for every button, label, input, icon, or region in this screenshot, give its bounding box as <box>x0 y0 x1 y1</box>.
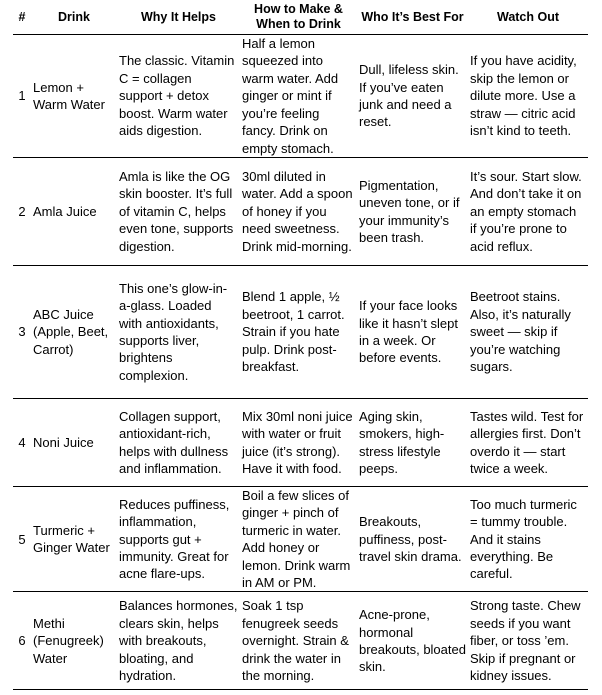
header-who: Who It’s Best For <box>361 9 464 24</box>
why-cell: Collagen support, antioxidant-rich, helps with dullness and inflammation. <box>119 408 229 476</box>
how-cell: Mix 30ml noni juice with water or fruit juice (it’s strong). Have it with food. <box>242 408 353 476</box>
header-row <box>13 0 588 35</box>
table-row <box>13 158 588 266</box>
watch-cell: It’s sour. Start slow. And don’t take it on an empty stomach if you’re prone to acid reflux. <box>470 168 582 254</box>
how-cell: Soak 1 tsp fenugreek seeds overnight. Strain & drink the water in the morning. <box>242 598 349 684</box>
drink-name: ABC Juice (Apple, Beet, Carrot) <box>33 306 109 357</box>
who-cell: Breakouts, puffiness, post-travel skin drama. <box>359 514 462 564</box>
row-number: 3 <box>18 324 26 340</box>
how-cell: Blend 1 apple, ½ beetroot, 1 carrot. Strain if you hate pulp. Drink post-breakfast. <box>242 289 345 375</box>
how-cell: 30ml diluted in water. Add a spoon of honey if you need sweetness. Drink mid-morning. <box>242 168 353 254</box>
row-number: 5 <box>18 531 26 547</box>
how-cell: Half a lemon squeezed into warm water. Add ginger or mint if you’re feeling fancy. Drink on empty stomach. <box>242 36 339 156</box>
table-row <box>13 487 588 592</box>
who-cell: Acne-prone, hormonal breakouts, bloated skin. <box>359 607 466 675</box>
table-row <box>13 266 588 399</box>
drink-name: Methi (Fenugreek) Water <box>33 615 104 666</box>
row-number: 2 <box>18 203 26 219</box>
drink-name: Amla Juice <box>33 203 97 219</box>
table-row <box>13 592 588 690</box>
why-cell: This one’s glow-in-a-glass. Loaded with antioxidants, supports liver, brightens complexion. <box>119 280 228 383</box>
row-number: 1 <box>18 88 26 104</box>
header-how: How to Make & When to Drink <box>254 2 343 31</box>
drink-name: Turmeric + Ginger Water <box>33 522 110 556</box>
watch-cell: Strong taste. Chew seeds if you want fiber, or toss ’em. Skip if pregnant or kidney issues. <box>470 598 581 684</box>
who-cell: If your face looks like it hasn’t slept in a week. Or before events. <box>359 298 458 366</box>
how-cell: Boil a few slices of ginger + pinch of turmeric in water. Add honey or lemon. Drink warm in AM or PM. <box>242 488 351 591</box>
row-number: 6 <box>18 633 26 649</box>
watch-cell: Tastes wild. Test for allergies first. Don’t overdo it — start twice a week. <box>470 408 584 476</box>
who-cell: Aging skin, smokers, high-stress lifestyle peeps. <box>359 408 445 476</box>
header-drink: Drink <box>58 9 90 24</box>
row-number: 4 <box>18 434 26 450</box>
why-cell: Reduces puffiness, inflammation, supports gut + immunity. Great for acne flare-ups. <box>119 496 230 582</box>
watch-cell: Too much turmeric = tummy trouble. And it stains everything. Be careful. <box>470 496 577 582</box>
why-cell: Amla is like the OG skin booster. It’s full of vitamin C, helps even tone, supports digestion. <box>119 168 234 254</box>
header-watch: Watch Out <box>496 9 560 24</box>
watch-cell: Beetroot stains. Also, it’s naturally sweet — skip if you’re watching sugars. <box>470 289 571 375</box>
watch-cell: If you have acidity, skip the lemon or dilute more. Use a straw — citric acid isn’t kind to teeth. <box>470 53 577 139</box>
table-row <box>13 399 588 487</box>
why-cell: Balances hormones, clears skin, helps with breakouts, bloating, and hydration. <box>119 598 238 684</box>
drink-name: Lemon + Warm Water <box>33 79 105 112</box>
header-why: Why It Helps <box>140 9 216 24</box>
header-num: # <box>18 9 26 24</box>
who-cell: Pigmentation, uneven tone, or if your immunity’s been trash. <box>359 177 460 245</box>
why-cell: The classic. Vitamin C = collagen support + detox boost. Warm water aids digestion. <box>119 53 235 139</box>
drink-name: Noni Juice <box>33 434 94 450</box>
who-cell: Dull, lifeless skin. If you’ve eaten junk and need a reset. <box>359 62 459 130</box>
table-row <box>13 35 588 158</box>
drinks-table <box>13 0 588 690</box>
